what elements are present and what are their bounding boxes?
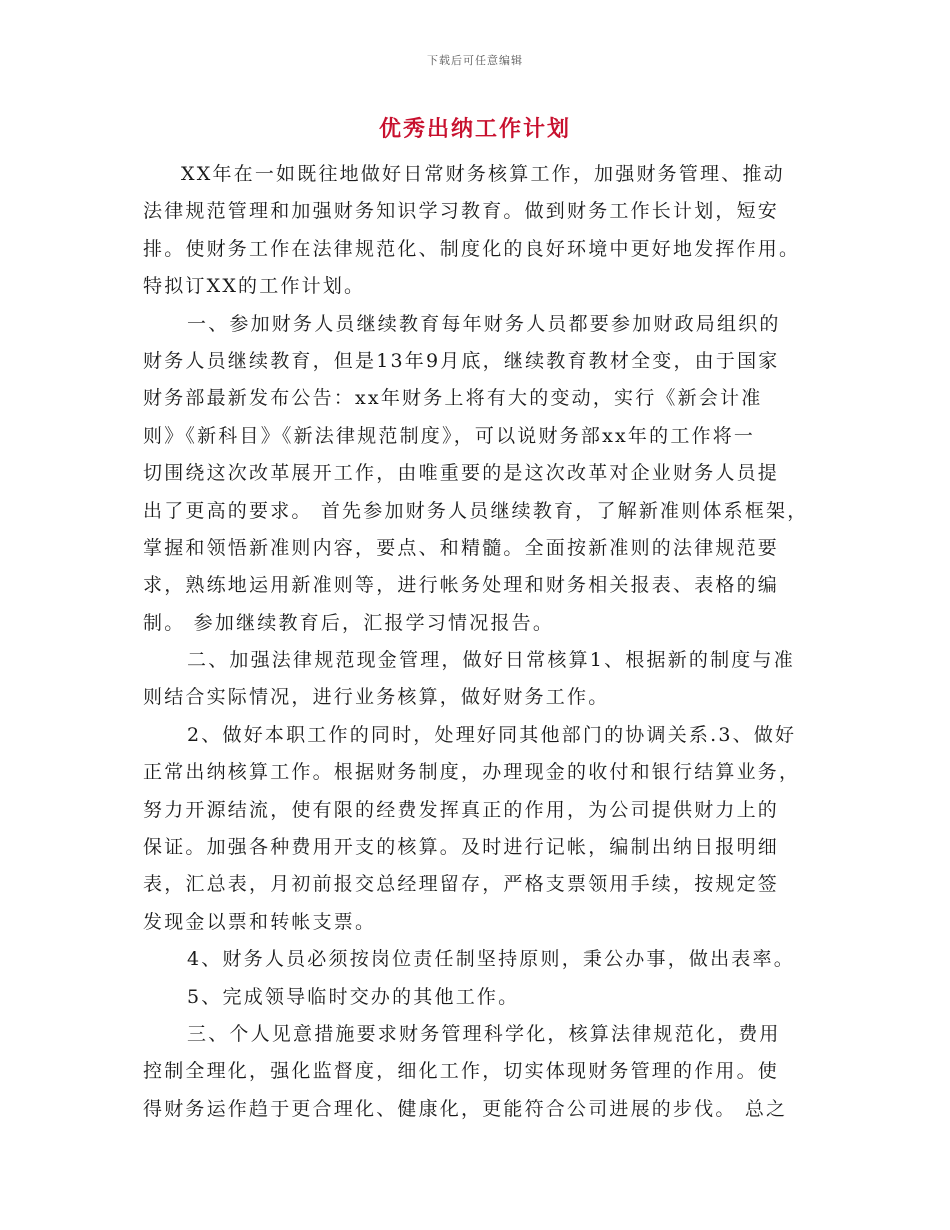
paragraph-line: 二、加强法律规范现金管理，做好日常核算1、根据新的制度与准 <box>187 649 795 672</box>
paragraph-line: 则结合实际情况，进行业务核算，做好财务工作。 <box>143 686 610 709</box>
document-title: 优秀出纳工作计划 <box>378 116 571 142</box>
header-note: 下载后可任意编辑 <box>427 54 523 67</box>
paragraph-line: 得财务运作趋于更合理化、健康化，更能符合公司进展的步伐。 总之 <box>143 1097 788 1120</box>
paragraph-line: 正常出纳核算工作。根据财务制度，办理现金的收付和银行结算业务， <box>143 761 801 784</box>
paragraph-line: 保证。加强各种费用开支的核算。及时进行记帐，编制出纳日报明细 <box>143 836 780 859</box>
paragraph-line: 掌握和领悟新准则内容，要点、和精髓。全面按新准则的法律规范要 <box>143 536 780 559</box>
paragraph-line: 5、完成领导临时交办的其他工作。 <box>187 985 520 1008</box>
paragraph-line: 制。 参加继续教育后，汇报学习情况报告。 <box>143 611 555 634</box>
paragraph-line: 特拟订XX的工作计划。 <box>143 275 366 298</box>
paragraph-line: 发现金以票和转帐支票。 <box>143 910 377 933</box>
paragraph-line: 排。使财务工作在法律规范化、制度化的良好环境中更好地发挥作用。 <box>143 237 801 260</box>
paragraph-line: 一、参加财务人员继续教育每年财务人员都要参加财政局组织的 <box>187 312 781 335</box>
paragraph-line: 表，汇总表，月初前报交总经理留存，严格支票领用手续，按规定签 <box>143 873 780 896</box>
paragraph-line: 切围绕这次改革展开工作，由唯重要的是这次改革对企业财务人员提 <box>143 462 780 485</box>
paragraph-line: 财务人员继续教育，但是13年9月底，继续教育教材全变，由于国家 <box>143 349 780 372</box>
paragraph-line: 法律规范管理和加强财务知识学习教育。做到财务工作长计划，短安 <box>143 200 780 223</box>
paragraph-line: XX年在一如既往地做好日常财务核算工作，加强财务管理、推动 <box>181 163 785 185</box>
paragraph-line: 三、个人见意措施要求财务管理科学化，核算法律规范化，费用 <box>187 1022 781 1045</box>
paragraph-line: 4、财务人员必须按岗位责任制坚持原则，秉公办事，做出表率。 <box>187 948 795 971</box>
document-body <box>143 156 815 1128</box>
paragraph-line: 出了更高的要求。 首先参加财务人员继续教育，了解新准则体系框架， <box>143 499 809 522</box>
paragraph-line: 财务部最新发布公告：xx年财务上将有大的变动，实行《新会计准 <box>143 387 763 410</box>
paragraph-line: 求，熟练地运用新准则等，进行帐务处理和财务相关报表、表格的编 <box>143 574 780 597</box>
paragraph-line: 则》《新科目》《新法律规范制度》，可以说财务部xx年的工作将一 <box>143 424 756 447</box>
paragraph-line: 2、做好本职工作的同时，处理好同其他部门的协调关系.3、做好 <box>187 723 797 746</box>
paragraph-line: 努力开源结流，使有限的经费发挥真正的作用，为公司提供财力上的 <box>143 798 780 821</box>
paragraph-line: 控制全理化，强化监督度，细化工作，切实体现财务管理的作用。使 <box>143 1060 780 1083</box>
